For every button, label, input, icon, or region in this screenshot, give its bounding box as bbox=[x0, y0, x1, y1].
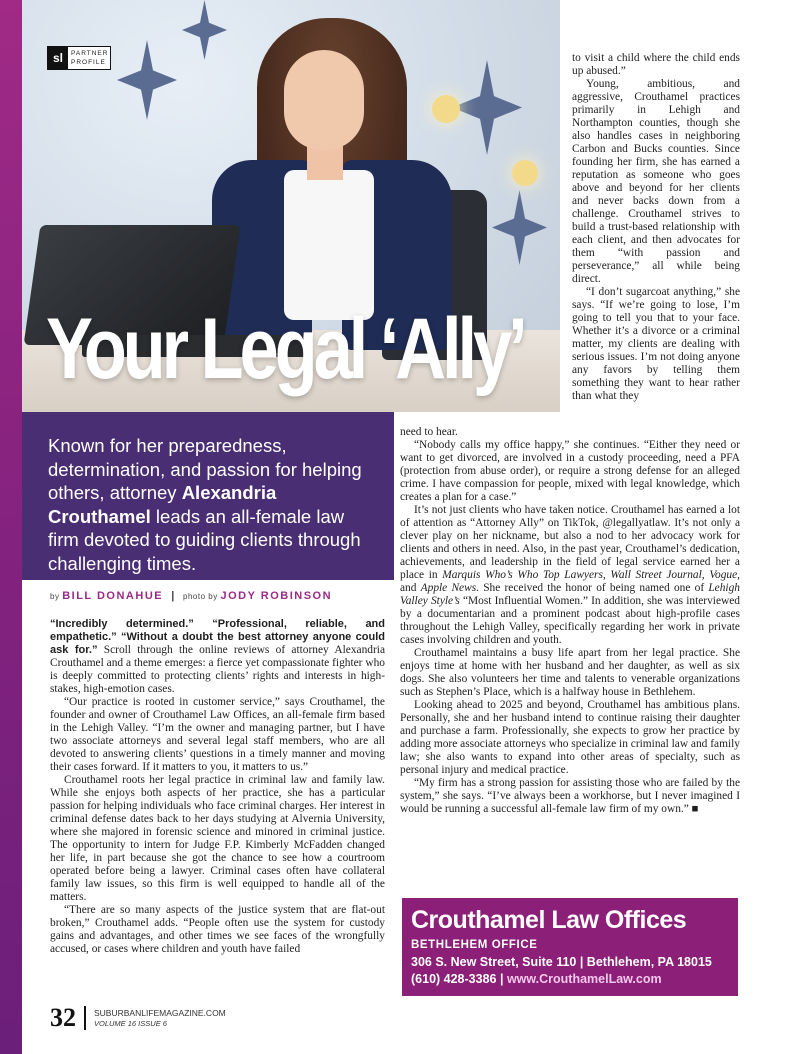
publication-info bbox=[86, 1008, 226, 1029]
lamp-light-icon bbox=[432, 95, 460, 123]
lamp-light-icon bbox=[512, 160, 538, 186]
contact-box bbox=[402, 898, 738, 996]
office-label: BETHLEHEM OFFICE bbox=[411, 939, 538, 951]
byline-separator: | bbox=[171, 590, 175, 602]
portrait-blouse bbox=[284, 170, 374, 320]
office-address: 306 S. New Street, Suite 110 | Bethlehem, PA 18015 bbox=[411, 955, 712, 969]
article-column-right-top bbox=[572, 52, 740, 403]
dek-text-end: leads an all-female law firm devoted to guiding clients through challenging times. bbox=[48, 505, 361, 574]
article-paragraph: Crouthamel roots her legal practice in criminal law and family law. While she enjoys both aspects of her practice, she has a particular passion for helping individuals who face criminal charges. Her interest in criminal defense dates back to her days studying at Alvernia University, where she majored in forensic science and minored in criminal justice. The opportunity to intern for Judge F.P. Kimberly McFadden changed her life, in part because she got the chance to see how a courtroom operated before being a lawyer. Criminal cases often have collateral family law issues, so this firm is well equipped to handle all of the matters. bbox=[50, 774, 385, 903]
article-paragraph: “My firm has a strong passion for assisting those who are failed by the system,” she says. “I’ve always been a workhorse, but I never imagined I would be running a successful all-female law firm of my own.” ■ bbox=[400, 777, 740, 815]
article-paragraph: Crouthamel maintains a busy life apart from her legal practice. She enjoys time at home with her husband and her daughter, as well as six dogs. She also volunteers her time and talents to venerable organizations such as Stephen’s Place, which is a halfway house in Bethlehem. bbox=[400, 647, 740, 698]
star-ornament-icon bbox=[492, 190, 547, 265]
page-footer bbox=[50, 1003, 226, 1032]
badge-label bbox=[68, 47, 110, 69]
dek-box bbox=[22, 412, 394, 580]
publication-name: Apple News bbox=[420, 582, 477, 594]
badge-line1: PARTNER bbox=[71, 50, 109, 57]
phone-number: (610) 428-3386 bbox=[411, 972, 497, 986]
website-link[interactable]: www.CrouthamelLaw.com bbox=[506, 972, 662, 986]
article-paragraph bbox=[50, 618, 385, 696]
paragraph-text: and bbox=[400, 582, 421, 594]
badge-logo: sl bbox=[48, 47, 68, 69]
paragraph-text: “Most Influential Women.” In addition, she was interviewed by a documentarian and a prominent podcast about high-profile cases throughout the Lehigh Valley, specifically regarding her work in private cases involving children and youth. bbox=[400, 595, 740, 646]
byline-by: by bbox=[50, 592, 60, 601]
article-column-left bbox=[50, 618, 385, 956]
star-ornament-icon bbox=[117, 40, 177, 120]
page-number: 32 bbox=[50, 1006, 86, 1030]
article-paragraph: Looking ahead to 2025 and beyond, Crouthamel has ambitious plans. Personally, she and her husband intend to continue raising their daughter and purchase a farm. Professionally, she expects to grow her practice by adding more associate attorneys who specialize in criminal law and family law; she also wants to expand into other areas of specialty, such as personal injury and medical practice. bbox=[400, 699, 740, 776]
article-paragraph: Young, ambitious, and aggressive, Crouthamel practices primarily in Lehigh and Northampton counties, though she also handles cases in neighboring Carbon and Bucks counties. Since founding her firm, she has earned a reputation as someone who goes above and beyond for her clients and never backs down from a challenge. Crouthamel strives to build a trust-based relationship with each client, and then advocates for them “with passion and perseverance,” all while being direct. bbox=[572, 78, 740, 285]
contact-separator: | bbox=[496, 972, 507, 986]
article-paragraph bbox=[400, 504, 740, 647]
byline-author: BILL DONAHUE bbox=[62, 590, 164, 602]
dek-name: Alexandria Crouthamel bbox=[48, 482, 277, 527]
article-paragraph: to visit a child where the child ends up abused.” bbox=[572, 52, 740, 77]
lead-quote: “Incredibly determined.” “Professional, reliable, and empathetic.” “Without a doubt the best attorney anyone could ask for.” bbox=[50, 618, 385, 656]
portrait-face bbox=[284, 50, 364, 150]
star-ornament-icon bbox=[452, 60, 522, 155]
byline bbox=[50, 590, 332, 602]
partner-profile-badge bbox=[47, 46, 111, 70]
issue-info: VOLUME 16 ISSUE 6 bbox=[94, 1018, 167, 1028]
paragraph-text: . She received the honor of being named one of bbox=[476, 582, 709, 594]
site-url: SUBURBANLIFEMAGAZINE.COM bbox=[94, 1007, 226, 1018]
article-paragraph: “I don’t sugarcoat anything,” she says. “If we’re going to lose, I’m going to tell you that to your face. Whether it’s a divorce or a criminal matter, my clients are dealing with serious issues. I’m not doing anyone any favors by telling them something they want to hear rather than what they bbox=[572, 286, 740, 402]
paragraph-text: It’s not just clients who have taken notice. Crouthamel has earned a lot of attention as “Attorney Ally” on TikTok, @legallyatlaw. It’s not only a clever play on her nickname, but also a nod to her advocacy work for clients and others in need. Also, in the past year, Crouthamel’s dedication, achievements, and leadership in the field of legal service earned her a place in bbox=[400, 504, 740, 581]
publication-names: Marquis Who’s Who Top Lawyers, Wall Street Journal, Vogue, bbox=[442, 569, 740, 581]
publication-name: Lehigh Valley Style’s bbox=[400, 582, 740, 607]
firm-name: Crouthamel Law Offices bbox=[411, 906, 687, 934]
byline-photographer: JODY ROBINSON bbox=[220, 590, 333, 602]
article-paragraph: “There are so many aspects of the justice system that are flat-out broken,” Crouthamel adds. “People often use the system for custody gains and advantages, and other times we see faces of the wrongfully accused, or cases where children and youth have failed bbox=[50, 904, 385, 955]
article-column-right bbox=[400, 426, 740, 816]
page-title: Your Legal ‘Ally’ bbox=[46, 301, 524, 397]
badge-line2: PROFILE bbox=[71, 59, 106, 66]
byline-photo-label: photo by bbox=[183, 592, 218, 601]
article-paragraph: “Nobody calls my office happy,” she continues. “Either they need or want to get divorced, are involved in a custody proceeding, need a PFA (protection from abuse order), or require a strong defense for an alleged crime. I have compassion for people, mixed with legal knowledge, which creates a plan for a case.” bbox=[400, 439, 740, 503]
article-paragraph: need to hear. bbox=[400, 426, 458, 438]
paragraph-text: Scroll through the online reviews of attorney Alexandria Crouthamel and a theme emerges: a fierce yet compassionate fighter who is deeply committed to protecting clients’ rights and interests in high-stakes, high-emotion cases. bbox=[50, 644, 385, 695]
left-accent-bar bbox=[0, 0, 22, 1054]
dek-text: Known for her preparedness, determination, and passion for helping others, attorney bbox=[48, 435, 362, 503]
article-paragraph: “Our practice is rooted in customer service,” says Crouthamel, the founder and owner of Crouthamel Law Offices, an all-female firm based in the Lehigh Valley. “I’m the owner and managing partner, but I have two associate attorneys and several legal staff members, who are all devoted to answering clients’ questions in a timely manner and moving their cases forward. If it matters to you, it matters to us.” bbox=[50, 696, 385, 773]
contact-line bbox=[411, 971, 728, 988]
star-ornament-icon bbox=[182, 0, 227, 60]
